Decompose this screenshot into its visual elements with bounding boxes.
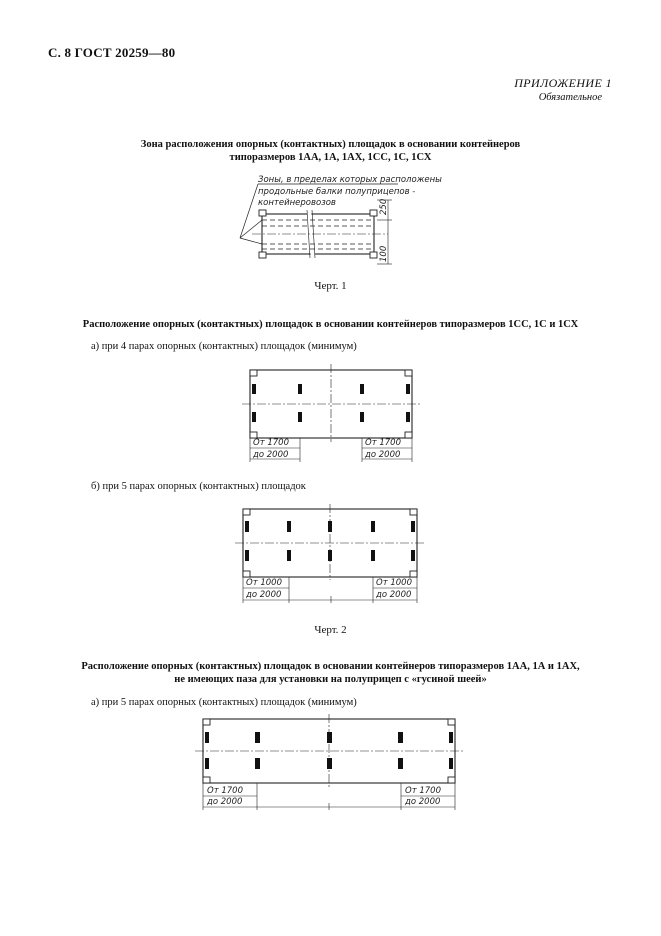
section2-title: Расположение опорных (контактных) площадок в основании контейнеров типоразмеров 1СС, 1С и 1СХ bbox=[82, 319, 579, 330]
caption-1: Черт. 1 bbox=[314, 280, 347, 292]
section3-item-a: а) при 5 парах опорных (контактных) площадок (минимум) bbox=[91, 697, 357, 708]
drawing-2b bbox=[235, 502, 430, 605]
drawing2a-right-from: От 1700 bbox=[365, 438, 401, 448]
drawing3a-right-from: От 1700 bbox=[405, 786, 441, 796]
drawing1-dim-bottom: 100 bbox=[379, 245, 389, 262]
drawing-2a bbox=[240, 362, 425, 464]
drawing-3a bbox=[195, 712, 465, 812]
page-header: С. 8 ГОСТ 20259—80 bbox=[48, 45, 176, 60]
appendix-title: ПРИЛОЖЕНИЕ 1 bbox=[514, 76, 612, 90]
section2-item-b: б) при 5 парах опорных (контактных) площадок bbox=[91, 481, 306, 492]
drawing2b-right-to: до 2000 bbox=[376, 590, 412, 600]
drawing2a-left-from: От 1700 bbox=[253, 438, 289, 448]
caption-2: Черт. 2 bbox=[314, 624, 347, 636]
section3-title-line1: Расположение опорных (контактных) площадок в основании контейнеров типоразмеров 1АА, 1А и 1АХ, bbox=[81, 661, 580, 672]
section2-item-a: а) при 4 парах опорных (контактных) площадок (минимум) bbox=[91, 341, 357, 352]
drawing2b-right-from: От 1000 bbox=[376, 578, 412, 588]
drawing2b-left-to: до 2000 bbox=[246, 590, 282, 600]
section1-title-line1: Зона расположения опорных (контактных) площадок в основании контейнеров bbox=[140, 139, 521, 150]
appendix-status: Обязательное bbox=[538, 92, 602, 103]
drawing1-note-line3: контейнеровозов bbox=[258, 198, 336, 208]
drawing3a-right-to: до 2000 bbox=[405, 797, 441, 807]
drawing1-dim-top: 250 bbox=[379, 198, 389, 215]
section3-title-line2: не имеющих паза для установки на полуприцеп с «гусиной шеей» bbox=[174, 674, 487, 685]
section1-title-line2: типоразмеров 1АА, 1А, 1АХ, 1СС, 1С, 1СХ bbox=[229, 152, 432, 163]
section1-title bbox=[0, 138, 661, 164]
drawing2b-left-from: От 1000 bbox=[246, 578, 282, 588]
drawing1-note-line1: Зоны, в пределах которых расположены bbox=[258, 175, 442, 185]
drawing2a-left-to: до 2000 bbox=[253, 450, 289, 460]
drawing-1 bbox=[230, 170, 442, 270]
drawing3a-left-to: до 2000 bbox=[207, 797, 243, 807]
drawing3a-left-from: От 1700 bbox=[207, 786, 243, 796]
drawing1-note-line2: продольные балки полуприцепов - bbox=[258, 187, 416, 197]
appendix-block bbox=[514, 76, 612, 103]
drawing2a-right-to: до 2000 bbox=[365, 450, 401, 460]
section3-title bbox=[0, 660, 661, 686]
